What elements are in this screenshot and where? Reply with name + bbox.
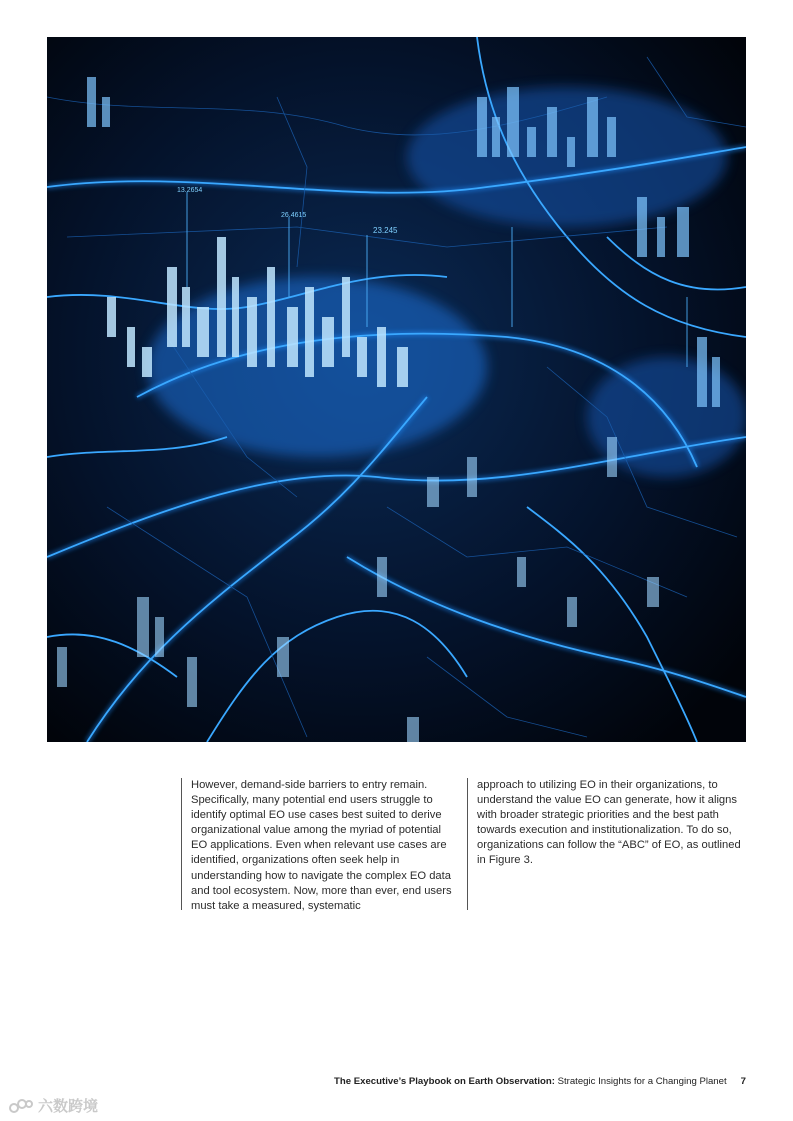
page-number: 7 bbox=[740, 1076, 746, 1087]
page-footer bbox=[334, 1076, 746, 1087]
watermark bbox=[8, 1095, 98, 1116]
hero-image bbox=[47, 37, 746, 742]
watermark-logo-icon bbox=[8, 1096, 34, 1116]
body-paragraph-2: approach to utilizing EO in their organizations, to understand the value EO can generate, how it aligns with broader strategic priorities and the best path towards execution and institutionalization. To do so, organizations can follow the “ABC” of EO, as outlined in Figure 3. bbox=[477, 779, 741, 867]
map-label-3: 23.245 bbox=[373, 226, 398, 235]
body-column-1 bbox=[181, 778, 453, 910]
footer-title-rest: Strategic Insights for a Changing Planet bbox=[554, 1076, 727, 1087]
map-label-1: 13.2654 bbox=[177, 187, 203, 194]
footer-title-bold: The Executive’s Playbook on Earth Observation: bbox=[334, 1076, 555, 1087]
digital-city-map-illustration bbox=[47, 37, 746, 742]
body-column-2 bbox=[467, 778, 751, 910]
body-paragraph-1: However, demand-side barriers to entry remain. Specifically, many potential end users struggle to identify optimal EO use cases best suited to derive organizational value among the myriad of potential EO applications. Even when relevant use cases are identified, organizations often seek help in understanding how to navigate the complex EO data and tool ecosystem. Now, more than ever, end users must take a measured, systematic bbox=[191, 779, 452, 912]
watermark-text: 六数跨境 bbox=[38, 1098, 99, 1115]
map-label-2: 26.4615 bbox=[281, 212, 307, 219]
